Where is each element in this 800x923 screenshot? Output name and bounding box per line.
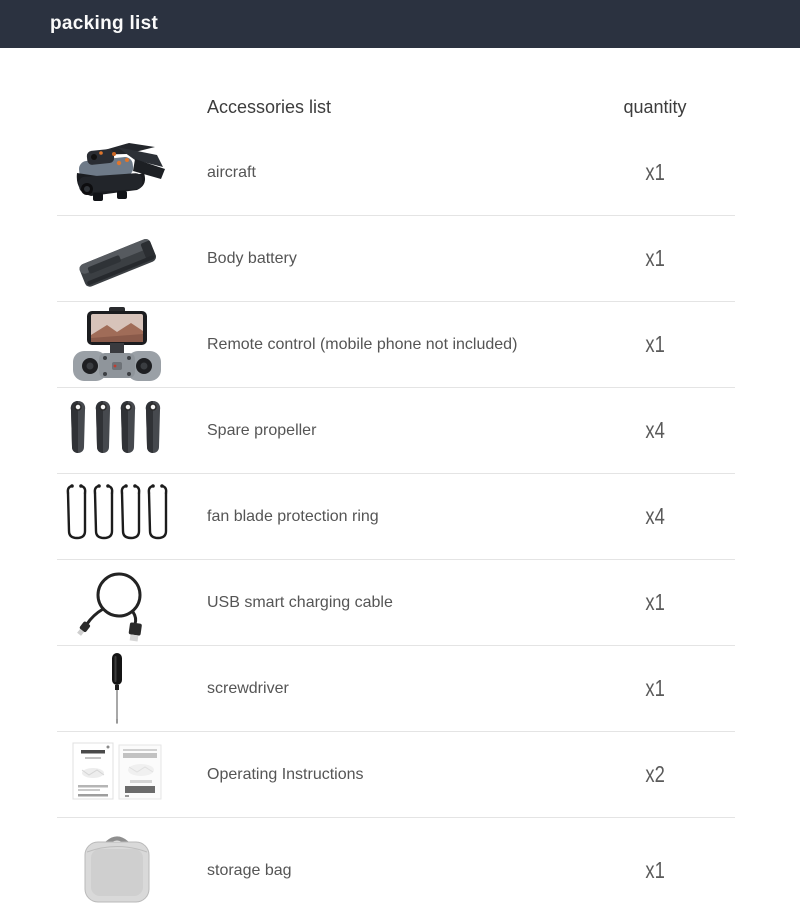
column-header-quantity: quantity: [623, 97, 687, 117]
item-label: storage bag: [207, 861, 292, 879]
item-quantity: x1: [645, 857, 665, 883]
table-row: [57, 302, 735, 388]
item-label: USB smart charging cable: [207, 593, 393, 611]
item-label: Body battery: [207, 249, 297, 267]
packing-list-table: [57, 48, 735, 923]
item-quantity: x1: [645, 245, 665, 271]
screwdriver-icon: [57, 649, 177, 729]
column-header-accessories: Accessories list: [207, 97, 332, 117]
item-quantity: x1: [645, 331, 665, 357]
table-row: [57, 732, 735, 818]
battery-icon: [57, 219, 177, 299]
remote-control-icon: [57, 305, 177, 385]
item-label: screwdriver: [207, 679, 289, 697]
item-quantity: x2: [645, 761, 665, 787]
page-title: packing list: [50, 13, 159, 34]
usb-cable-icon: [57, 563, 177, 643]
drone-icon: [57, 133, 177, 213]
propeller-icon: [57, 391, 177, 471]
item-quantity: x1: [645, 159, 665, 185]
table-row: [57, 130, 735, 216]
item-label: fan blade protection ring: [207, 507, 379, 525]
item-label: aircraft: [207, 163, 256, 181]
table-row: [57, 474, 735, 560]
page-header: [0, 0, 800, 48]
table-row: [57, 646, 735, 732]
storage-bag-icon: [57, 831, 177, 911]
table-row: [57, 216, 735, 302]
table-row: [57, 388, 735, 474]
item-label: Operating Instructions: [207, 765, 364, 783]
table-row: [57, 818, 735, 923]
table-header-row: [57, 48, 735, 130]
table-row: [57, 560, 735, 646]
item-quantity: x1: [645, 589, 665, 615]
item-label: Remote control (mobile phone not included): [207, 335, 518, 353]
manual-icon: [57, 735, 177, 815]
item-quantity: x1: [645, 675, 665, 701]
protection-ring-icon: [57, 477, 177, 557]
item-quantity: x4: [645, 417, 665, 443]
item-quantity: x4: [645, 503, 665, 529]
item-label: Spare propeller: [207, 421, 317, 439]
